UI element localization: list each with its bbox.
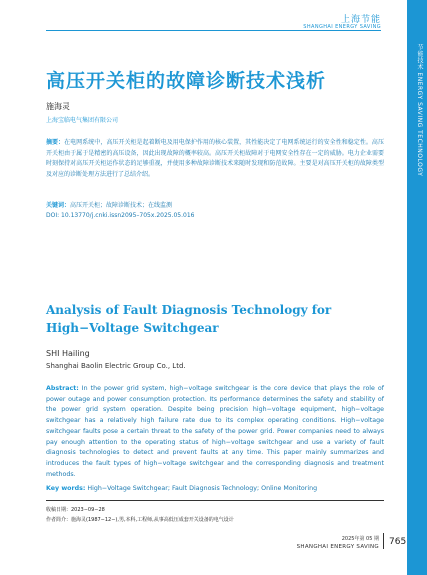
page-number: 765 [389, 537, 407, 547]
abstract-cn [46, 138, 384, 180]
sidebar-strip [407, 0, 427, 575]
issue-label: 2025年第 05 期 [341, 536, 379, 542]
journal-name-cn: 上海节能 [340, 15, 381, 25]
footer-journal-en: SHANGHAI ENERGY SAVING [296, 544, 379, 550]
author-bio: 作者简介：施海灵(1987−12−),男,本科,工程师,从事高低压成套开关设备的电气设计 [46, 517, 234, 523]
page-number-divider [383, 533, 384, 549]
article-title-en: Analysis of Fault Diagnosis Technology for High−Voltage Switchgear [46, 303, 332, 335]
received-date: 收稿日期：2023−09−28 [46, 507, 105, 513]
keywords-en-text: High−Voltage Switchgear; Fault Diagnosis Technology; Online Monitoring [87, 485, 318, 492]
affiliation-cn: 上海宝临电气集团有限公司 [46, 117, 119, 124]
abstract-cn-text: 在电网系统中，高压开关柜是起着断电及用电保护作用的核心装置，其性能决定了电网系统运行的安全性和稳定性。高压开关柜由于属于是精密的高压设备，因此出现故障的概率较高。高压开关柜故障对于电网安全性存在一定的威胁。电力企业需要时刻保持对高压开关柜运作状态的足够重视，并使用多种故障诊断技术来随时发现和防范故障。主要是对高压开关柜的故障类型及对应的诊断处理方法进行了总结介绍。 [46, 139, 384, 178]
article-title-cn: 高压开关柜的故障诊断技术浅析 [46, 70, 327, 92]
sidebar-section-label: 节能技术 ENERGY SAVING TECHNOLOGY [416, 44, 423, 177]
keywords-cn-label: 关键词： [46, 202, 71, 209]
keywords-en-label: Key words: [46, 485, 86, 492]
footnote-rule [46, 500, 384, 501]
doi: DOI: 10.13770/j.cnki.issn2095–705x.2025.05.016 [46, 212, 195, 219]
author-en: SHI Hailing [46, 349, 90, 358]
author-cn: 施海灵 [46, 102, 70, 111]
abstract-cn-label: 摘要： [46, 139, 65, 146]
abstract-en [46, 384, 384, 480]
header-rule [46, 30, 381, 31]
affiliation-en: Shanghai Baolin Electric Group Co., Ltd. [46, 362, 186, 370]
journal-name-en: SHANGHAI ENERGY SAVING [303, 24, 381, 30]
abstract-en-label: Abstract: [46, 385, 79, 392]
keywords-cn [46, 200, 384, 209]
abstract-en-text: In the power grid system, high−voltage switchgear is the core device that plays the role of power outage and power consumption protection. Its performance determines the safety and stability of the power grid system operation. Despite being precision high−voltage equipment, high−voltage switchgear has a relatively high failure rate due to its complex operating conditions. High−voltage switchgear faults pose a certain threat to the safety of the power grid. Power companies need to always pay enough attention to the operating status of high−voltage switchgear and use a variety of fault diagnosis technologies to detect and prevent faults at any time. This paper mainly summarizes and introduces the fault types of high−voltage switchgear and the corresponding diagnosis and treatment methods. [46, 385, 384, 478]
keywords-cn-text: 高压开关柜；故障诊断技术；在线监测 [70, 202, 173, 209]
keywords-en [46, 485, 384, 492]
